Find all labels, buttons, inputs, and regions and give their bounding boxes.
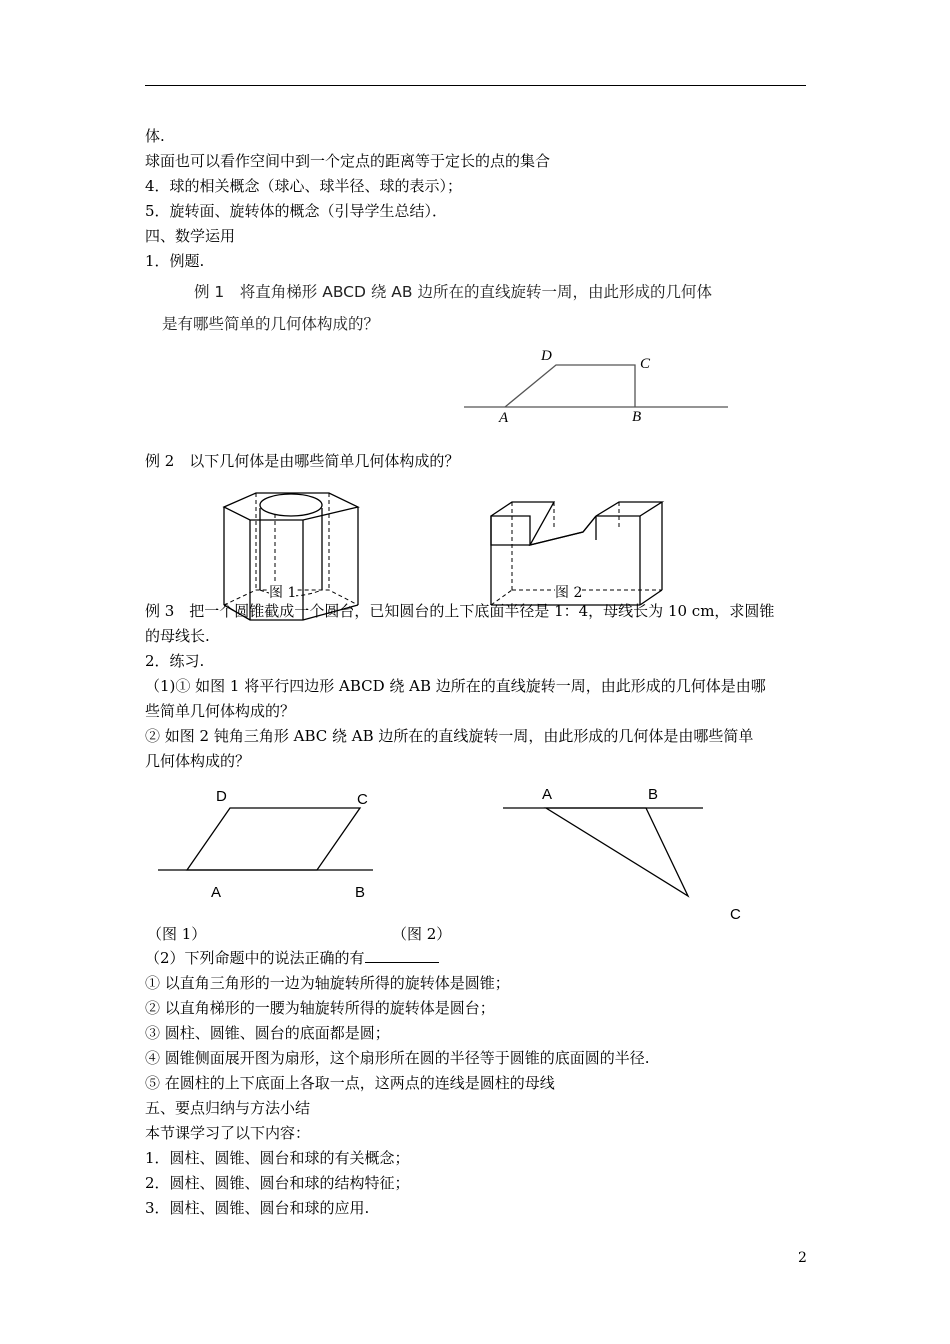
answer-blank <box>365 948 439 963</box>
section-heading: 四、数学运用 <box>145 227 236 245</box>
question2-text: （2）下列命题中的说法正确的有 <box>145 949 365 967</box>
parallelogram-label-c: C <box>357 791 368 808</box>
parallelogram-label-d: D <box>216 788 227 805</box>
text-line: 球面也可以看作空间中到一个定点的距离等于定长的点的集合 <box>145 152 551 170</box>
summary-item-3: 3．圆柱、圆锥、圆台和球的应用. <box>145 1199 370 1217</box>
example1-line1: 例 1 将直角梯形 ABCD 绕 AB 边所在的直线旋转一周，由此形成的几何体 <box>194 283 712 301</box>
page-number: 2 <box>798 1250 807 1266</box>
summary-intro: 本节课学习了以下内容： <box>145 1124 311 1142</box>
section-heading: 五、要点归纳与方法小结 <box>145 1099 311 1117</box>
figure2-caption: （图 2） <box>392 925 452 943</box>
solid1-caption: 图 1 <box>269 582 296 602</box>
trapezoid-label-c: C <box>640 356 651 372</box>
example3-line2: 的母线长. <box>145 627 210 645</box>
text-line: 1．例题. <box>145 252 205 270</box>
text-line: 体. <box>145 127 165 145</box>
trapezoid-label-d: D <box>541 348 552 364</box>
example2-text: 例 2 以下几何体是由哪些简单几何体构成的？ <box>145 452 460 470</box>
text-line: 5．旋转面、旋转体的概念（引导学生总结）． <box>145 202 448 220</box>
trapezoid-label-b: B <box>632 409 642 425</box>
triangle-label-c: C <box>730 906 741 923</box>
practice1-line2: 些简单几何体构成的？ <box>145 702 296 720</box>
option-3: ③ 圆柱、圆锥、圆台的底面都是圆； <box>145 1024 390 1042</box>
parallelogram-label-a: A <box>211 884 222 901</box>
option-2: ② 以直角梯形的一腰为轴旋转所得的旋转体是圆台； <box>145 999 495 1017</box>
example3-line1: 例 3 把一个圆锥截成一个圆台，已知圆台的上下底面半径是 1：4，母线长为 10 cm，求圆锥 <box>145 602 775 620</box>
solid2-caption: 图 2 <box>555 582 582 602</box>
practice1-line1: （1)① 如图 1 将平行四边形 ABCD 绕 AB 边所在的直线旋转一周，由此形成的几何体是由哪 <box>145 677 766 695</box>
trapezoid-label-a: A <box>499 410 509 426</box>
figure1-caption: （图 1） <box>147 925 207 943</box>
triangle-label-a: A <box>542 786 553 803</box>
practice2-line2: 几何体构成的？ <box>145 752 251 770</box>
option-4: ④ 圆锥侧面展开图为扇形，这个扇形所在圆的半径等于圆锥的底面圆的半径. <box>145 1049 650 1067</box>
practice2-line1: ② 如图 2 钝角三角形 ABC 绕 AB 边所在的直线旋转一周，由此形成的几何体是由哪些简单 <box>145 727 754 745</box>
summary-item-2: 2．圆柱、圆锥、圆台和球的结构特征； <box>145 1174 410 1192</box>
triangle-label-b: B <box>648 786 659 803</box>
option-5: ⑤ 在圆柱的上下底面上各取一点，这两点的连线是圆柱的母线 <box>145 1074 555 1092</box>
text-line: 4．球的相关概念（球心、球半径、球的表示）； <box>145 177 463 195</box>
practice-heading: 2．练习. <box>145 652 205 670</box>
parallelogram-label-b: B <box>355 884 366 901</box>
summary-item-1: 1．圆柱、圆锥、圆台和球的有关概念； <box>145 1149 410 1167</box>
option-1: ① 以直角三角形的一边为轴旋转所得的旋转体是圆锥； <box>145 974 510 992</box>
example1-line2: 是有哪些简单的几何体构成的？ <box>162 315 380 333</box>
question2 <box>145 948 439 968</box>
